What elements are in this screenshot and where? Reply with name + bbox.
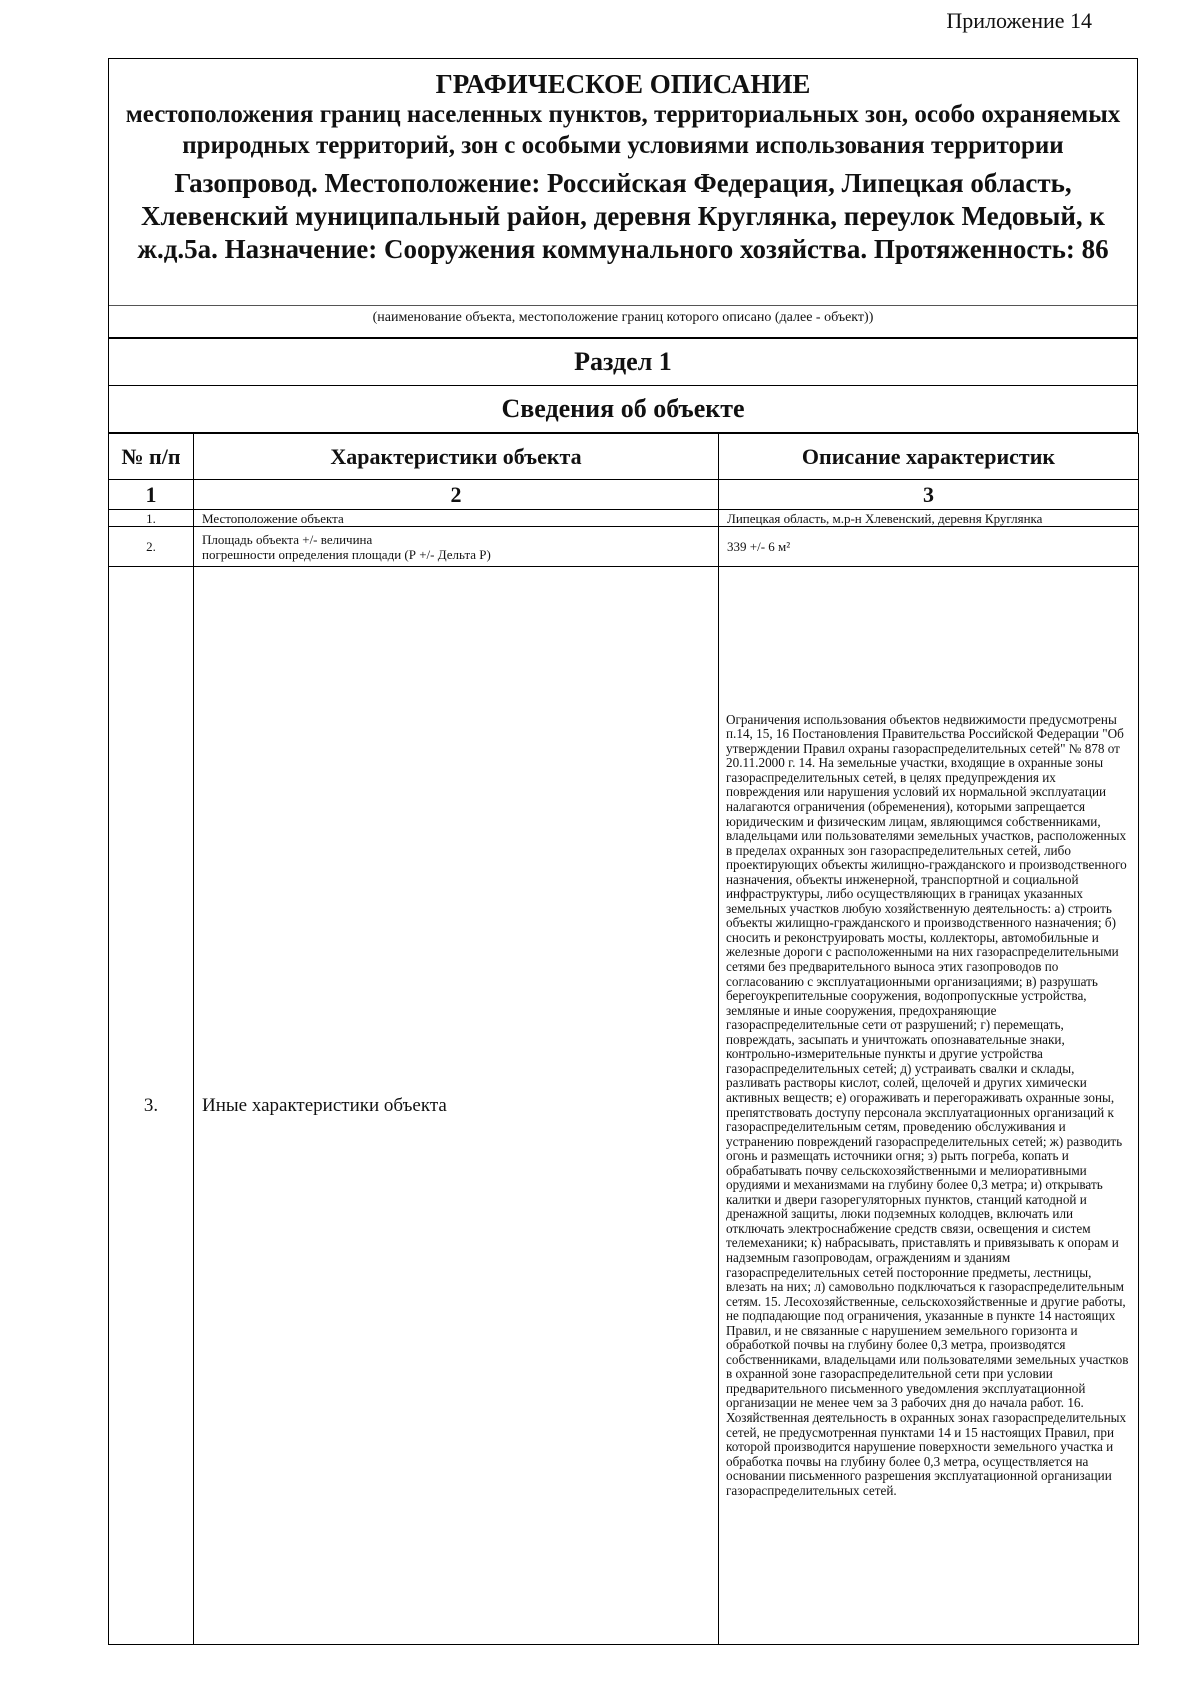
table-row bbox=[109, 510, 1139, 527]
row-characteristic: Иные характеристики объекта bbox=[194, 567, 719, 1645]
row-number: 2. bbox=[109, 527, 194, 567]
column-number-row bbox=[109, 480, 1139, 510]
object-description: Газопровод. Местоположение: Российская Федерация, Липецкая область, Хлевенский муниципальный район, деревня Круглянка, переулок Медовый, к ж.д.5а. Назначение: Сооружения коммунального хозяйства. Протяженность: 86 bbox=[137, 168, 1109, 264]
restrictions-text: Ограничения использования объектов недвижимости предусмотрены п.14, 15, 16 Постановления Правительства Российской Федерации "Об утверждении Правил охраны газораспределительных сетей" № 878 от 20.11.2000 г. 14. На земельные участки, входящие в охранные зоны газораспределительных сетей, в целях предупреждения их повреждения или нарушения условий их нормальной эксплуатации налагаются ограничения (обременения), которыми запрещается юридическим и физическим лицам, являющимся собственниками, владельцами или пользователями земельных участков, расположенных в пределах охранных зон газораспределительных сетей, либо проектирующих объекты жилищно-гражданского и производственного назначения, объекты инженерной, транспортной и социальной инфраструктуры, либо осуществляющих в границах указанных земельных участков любую хозяйственную деятельность: а) строить объекты жилищно-гражданского и производственного назначения; б) сносить и реконструировать мосты, коллекторы, автомобильные и железные дороги с расположенными на них газораспределительными сетями без предварительного выноса этих газопроводов по согласованию с эксплуатационными организациями; в) разрушать берегоукрепительные сооружения, водопропускные устройства, земляные и иные сооружения, предохраняющие газораспределительные сети от разрушений; г) перемещать, повреждать, засыпать и уничтожать опознавательные знаки, контрольно-измерительные пункты и другие устройства газораспределительных сетей; д) устраивать свалки и склады, разливать растворы кислот, солей, щелочей и других химически активных веществ; е) огораживать и перегораживать охранные зоны, препятствовать доступу персонала эксплуатационных организаций к газораспределительным сетям, проведению обслуживания и устранению повреждений газораспределительных сетей; ж) разводить огонь и размещать источники огня; з) рыть погреба, копать и обрабатывать почву сельскохозяйственными и мелиоративными орудиями и механизмами на глубину более 0,3 метра; и) открывать калитки и двери газорегуляторных пунктов, станций катодной и дренажной защиты, люки подземных колодцев, включать или отключать электроснабжение средств связи, освещения и систем телемеханики; к) набрасывать, приставлять и привязывать к опорам и надземным газопроводам, ограждениям и зданиям газораспределительных сетей посторонние предметы, лестницы, влезать на них; л) самовольно подключаться к газораспределительным сетям. 15. Лесохозяйственные, сельскохозяйственные и другие работы, не подпадающие под ограничения, указанные в пункте 14 настоящих Правил, и не связанные с нарушением земельного горизонта и обработкой почвы на глубину более 0,3 метра, производятся собственниками, владельцами или пользователями земельных участков в охранной зоне газораспределительной сети при условии предварительного письменного уведомления эксплуатационной организации не менее чем за 3 рабочих дня до начала работ. 16. Хозяйственная деятельность в охранных зонах газораспределительных сетей, не предусмотренная пунктами 14 и 15 настоящих Правил, при которой производится нарушение поверхности земельного участка и обработка почвы на глубину более 0,3 метра, осуществляется на основании письменного разрешения эксплуатационной организации газораспределительных сетей. bbox=[726, 711, 1129, 1498]
row-characteristic: Местоположение объекта bbox=[194, 510, 719, 527]
table-row bbox=[109, 527, 1139, 567]
row-description bbox=[719, 567, 1139, 1645]
object-info-table bbox=[108, 433, 1139, 1645]
header-description: Описание характеристик bbox=[719, 434, 1139, 480]
row-description: Липецкая область, м.р-н Хлевенский, деревня Круглянка bbox=[719, 510, 1139, 527]
document-header bbox=[108, 58, 1138, 338]
row-characteristic-line: Площадь объекта +/- величина bbox=[202, 531, 373, 547]
header-number: № п/п bbox=[109, 434, 194, 480]
table-header-row bbox=[109, 434, 1139, 480]
column-number: 2 bbox=[194, 480, 719, 510]
document-title: ГРАФИЧЕСКОЕ ОПИСАНИЕ bbox=[435, 69, 811, 99]
row-number: 1. bbox=[109, 510, 194, 527]
section-title: Раздел 1 bbox=[108, 338, 1138, 386]
table-row bbox=[109, 567, 1139, 1645]
appendix-label: Приложение 14 bbox=[946, 8, 1092, 33]
row-characteristic bbox=[194, 527, 719, 567]
column-number: 1 bbox=[109, 480, 194, 510]
row-characteristic-line: погрешности определения площади (Р +/- Дельта Р) bbox=[202, 546, 491, 562]
column-number: 3 bbox=[719, 480, 1139, 510]
row-description: 339 +/- 6 м² bbox=[719, 527, 1139, 567]
object-caption: (наименование объекта, местоположение границ которого описано (далее - объект)) bbox=[372, 310, 874, 325]
header-characteristic: Характеристики объекта bbox=[194, 434, 719, 480]
row-number: 3. bbox=[109, 567, 194, 1645]
document-subtitle: местоположения границ населенных пунктов, территориальных зон, особо охраняемых природных территорий, зон с особыми условиями использования территории bbox=[125, 101, 1121, 159]
caption-divider bbox=[109, 305, 1137, 306]
section-subtitle: Сведения об объекте bbox=[108, 386, 1138, 433]
